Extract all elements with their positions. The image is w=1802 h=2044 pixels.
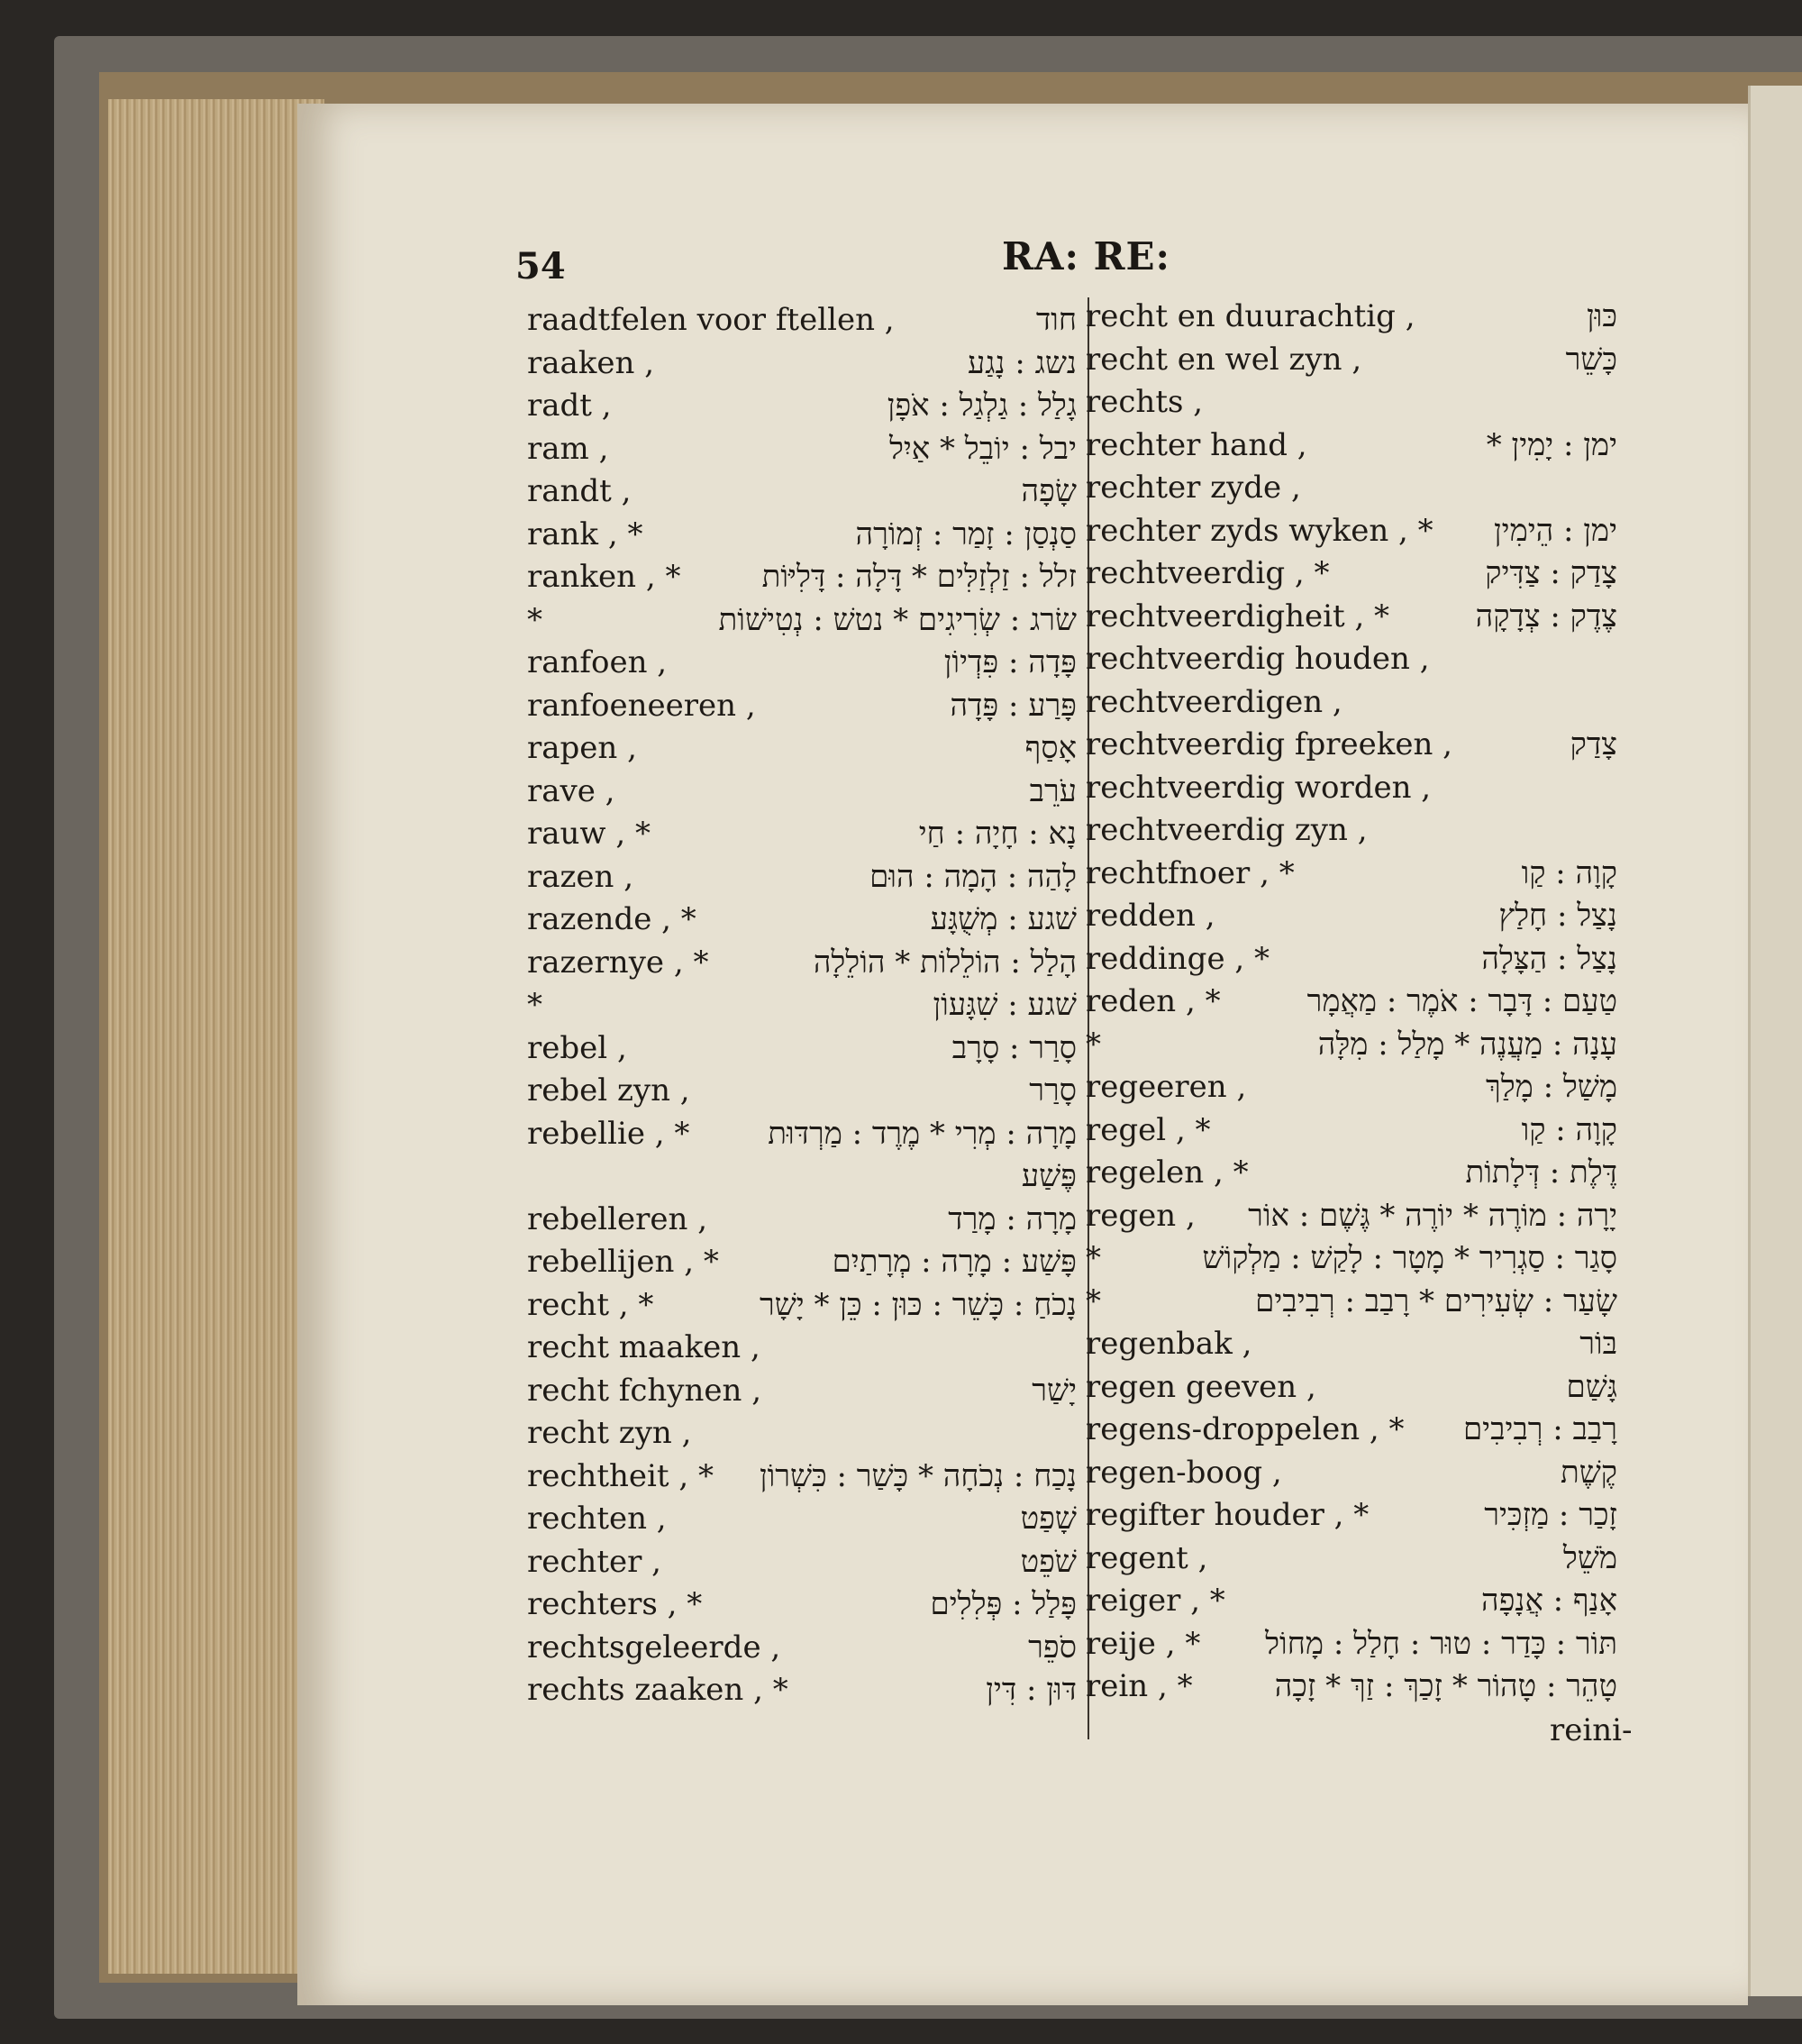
entry-hebrew: בּוֹר bbox=[1579, 1326, 1617, 1362]
entry-hebrew: עֹרֵב bbox=[1029, 772, 1077, 809]
dictionary-entry bbox=[1086, 1281, 1617, 1324]
dictionary-entry bbox=[527, 599, 1077, 643]
entry-headword: razernye , * bbox=[527, 944, 709, 981]
entry-headword: regelen , * bbox=[1086, 1154, 1249, 1191]
entry-headword: regens-droppelen , * bbox=[1086, 1411, 1405, 1447]
dictionary-entry bbox=[1086, 339, 1617, 382]
entry-hebrew: שֹׁפֵט bbox=[1020, 1543, 1077, 1580]
entry-hebrew: צָדַק bbox=[1570, 726, 1617, 762]
dictionary-entry bbox=[527, 514, 1077, 557]
entry-headword: recht en duurachtig , bbox=[1086, 298, 1415, 334]
dictionary-entry bbox=[527, 1583, 1077, 1627]
entry-hebrew: שָׁפַט bbox=[1020, 1501, 1077, 1537]
entry-hebrew: סָרַר bbox=[1029, 1072, 1077, 1109]
dictionary-entry bbox=[527, 1155, 1077, 1199]
entry-headword: regent , bbox=[1086, 1539, 1208, 1576]
entry-hebrew: צָדַק : צַדִּיק bbox=[1485, 555, 1617, 591]
dictionary-entry bbox=[1086, 1665, 1617, 1709]
page-fore-edge bbox=[108, 99, 324, 1974]
entry-headword: rechtveerdig fpreeken , bbox=[1086, 726, 1452, 762]
entry-hebrew: יבל : יוֹבֵל * אַיִל bbox=[888, 430, 1077, 467]
entry-headword: reden , * bbox=[1086, 983, 1221, 1019]
dictionary-entry bbox=[527, 1627, 1077, 1670]
entry-hebrew: מָרָה : מְרִי * מֶרֶד : מַרְדּוּת bbox=[768, 1115, 1077, 1152]
entry-headword: rechtsgeleerde , bbox=[527, 1629, 781, 1665]
entry-hebrew: טָהֵר : טָהוֹר * זָכַךְ : זַךְ * זָכָה bbox=[1274, 1668, 1617, 1704]
entry-headword: regen-boog , bbox=[1086, 1454, 1282, 1491]
dictionary-entry bbox=[527, 470, 1077, 514]
dictionary-entry bbox=[527, 1455, 1077, 1499]
entry-headword: rechtfnoer , * bbox=[1086, 854, 1295, 891]
entry-headword: regenbak , bbox=[1086, 1326, 1252, 1362]
entry-headword: reiger , * bbox=[1086, 1583, 1225, 1619]
dictionary-entry bbox=[527, 1370, 1077, 1413]
dictionary-entry bbox=[527, 727, 1077, 771]
dictionary-entry bbox=[1086, 1237, 1617, 1281]
entry-hebrew: חוד bbox=[1035, 302, 1077, 338]
dictionary-entry bbox=[1086, 1024, 1617, 1067]
dictionary-entry bbox=[527, 299, 1077, 342]
entry-hebrew: מֹשֵׁל bbox=[1562, 1539, 1617, 1576]
dictionary-entry bbox=[1086, 767, 1617, 810]
running-head: RA: RE: bbox=[1002, 234, 1171, 278]
dictionary-entry bbox=[1086, 296, 1617, 339]
dictionary-entry bbox=[1086, 552, 1617, 596]
entry-headword: regel , * bbox=[1086, 1111, 1211, 1148]
entry-hebrew: שָׂפָה bbox=[1021, 473, 1077, 509]
dictionary-entry bbox=[527, 1199, 1077, 1242]
entry-hebrew: נשג : נָגַע bbox=[968, 344, 1077, 381]
entry-hebrew: דֶּלֶת : דְּלָתוֹת bbox=[1465, 1154, 1617, 1191]
entry-hebrew: זלל : זַלְזַלִּים * דָּלָה : דָּלִיּוֹת bbox=[761, 559, 1077, 595]
entry-hebrew: עָנָה : מַעֲנֶה * מָלַל : מִלָּה bbox=[1317, 1026, 1617, 1063]
entry-hebrew: פֶּשַׁע bbox=[1021, 1158, 1077, 1194]
dictionary-entry bbox=[527, 813, 1077, 856]
entry-headword: * bbox=[1086, 1282, 1101, 1319]
entry-headword: rechtveerdigen , bbox=[1086, 683, 1342, 720]
entry-headword: rechter zyde , bbox=[1086, 470, 1301, 506]
entry-hebrew: מָרָה : מָרַד bbox=[948, 1200, 1077, 1237]
entry-hebrew: סָגַר : סַגְרִיר * מָטָר : לָקַשׁ : מַלְקוֹשׁ bbox=[1202, 1240, 1617, 1276]
entry-headword: rechtveerdigheit , * bbox=[1086, 598, 1390, 634]
entry-headword: recht zyn , bbox=[527, 1415, 692, 1451]
entry-hebrew: זָכַר : מַזְכִּיר bbox=[1484, 1497, 1617, 1533]
dictionary-entry bbox=[1086, 938, 1617, 981]
catchword: reini- bbox=[1550, 1712, 1633, 1748]
dictionary-entry bbox=[1086, 1366, 1617, 1410]
entry-headword: rechter , bbox=[527, 1543, 661, 1580]
entry-headword: rauw , * bbox=[527, 816, 651, 852]
entry-hebrew: רָבַב : רְבִיבִים bbox=[1462, 1411, 1617, 1447]
entry-headword: rebel zyn , bbox=[527, 1072, 690, 1109]
dictionary-entry bbox=[1086, 1409, 1617, 1452]
entry-hebrew: טַעַם : דָּבָר : אֹמֶר : מַאֲמָר bbox=[1306, 983, 1617, 1019]
entry-hebrew: ימן : הֵימִין bbox=[1493, 512, 1617, 549]
entry-headword: regen geeven , bbox=[1086, 1368, 1316, 1405]
entry-headword: rebellijen , * bbox=[527, 1244, 719, 1280]
entry-hebrew: קָוָה : קַו bbox=[1521, 1111, 1617, 1148]
dictionary-entry bbox=[527, 1113, 1077, 1156]
entry-hebrew: כּוּן bbox=[1587, 298, 1617, 334]
dictionary-entry bbox=[1086, 1452, 1617, 1495]
entry-headword: rechts , bbox=[1086, 384, 1204, 420]
dictionary-entry bbox=[527, 856, 1077, 899]
dictionary-entry bbox=[527, 942, 1077, 985]
dictionary-entry bbox=[1086, 638, 1617, 681]
dictionary-entry bbox=[527, 428, 1077, 471]
dictionary-entry bbox=[527, 1241, 1077, 1284]
entry-headword: rank , * bbox=[527, 516, 643, 552]
dictionary-entry bbox=[1086, 895, 1617, 938]
entry-hebrew: ימן : יָמִין * bbox=[1486, 426, 1617, 463]
entry-hebrew: לָהַה : הָמָה : הוּם bbox=[869, 858, 1077, 895]
entry-hebrew: פָּלַל : פְּלִלִים bbox=[930, 1586, 1077, 1622]
dictionary-entry bbox=[1086, 510, 1617, 553]
dictionary-entry bbox=[527, 771, 1077, 814]
dictionary-entry bbox=[527, 1541, 1077, 1584]
entry-headword: regen , bbox=[1086, 1197, 1196, 1234]
dictionary-entry bbox=[1086, 424, 1617, 468]
dictionary-entry bbox=[1086, 981, 1617, 1024]
entry-hebrew: מָשַׁל : מָלַךְ bbox=[1486, 1069, 1617, 1105]
entry-hebrew: נָכַח : נְכֹחָה * כָּשַׁר : כִּשְׁרוֹן bbox=[759, 1457, 1077, 1494]
dictionary-entry bbox=[1086, 809, 1617, 853]
entry-hebrew: נָכֹחַ : כָּשֵׁר : כּוּן : כֵּן * יָשָׁר bbox=[760, 1286, 1077, 1323]
entry-hebrew: סַנְסַן : זָמַר : זְמוֹרָה bbox=[855, 516, 1077, 552]
entry-hebrew: תּוֹר : כָּדַר : טוּר : חָלַל : מָחוֹל bbox=[1265, 1625, 1617, 1662]
dictionary-entry bbox=[1086, 1623, 1617, 1666]
entry-hebrew: שָׂעַר : שְׂעִירִים * רָבַב : רְבִיבִים bbox=[1255, 1282, 1617, 1319]
entry-headword: ranken , * bbox=[527, 559, 681, 595]
entry-headword: rein , * bbox=[1086, 1668, 1193, 1704]
entry-hebrew: שׁגע : מְשֻׁגָּע bbox=[930, 901, 1077, 937]
dictionary-entry bbox=[1086, 1494, 1617, 1538]
dictionary-entry bbox=[527, 1498, 1077, 1541]
entry-headword: ranfoen , bbox=[527, 644, 668, 680]
dictionary-entry bbox=[1086, 596, 1617, 639]
entry-headword: recht fchynen , bbox=[527, 1372, 762, 1409]
page-number: 54 bbox=[515, 245, 566, 287]
dictionary-entry bbox=[1086, 853, 1617, 896]
entry-hebrew: פָּדָה : פִּדְיוֹן bbox=[943, 644, 1077, 680]
entry-headword: regeeren , bbox=[1086, 1069, 1247, 1105]
entry-hebrew: קָוָה : קַו bbox=[1521, 854, 1617, 891]
entry-headword: rechtveerdig houden , bbox=[1086, 641, 1430, 677]
entry-hebrew: סָרַר : סָרָב bbox=[951, 1029, 1077, 1066]
dictionary-entry bbox=[527, 1412, 1077, 1455]
dictionary-entry bbox=[527, 1669, 1077, 1712]
dictionary-entry bbox=[1086, 1066, 1617, 1109]
entry-headword: * bbox=[1086, 1240, 1101, 1276]
dictionary-entry bbox=[527, 642, 1077, 685]
entry-hebrew: נָצַל : חָלַץ bbox=[1498, 898, 1617, 934]
entry-headword: raadtfelen voor ftellen , bbox=[527, 302, 895, 338]
entry-hebrew: שׁגע : שִׁגָּעוֹן bbox=[933, 987, 1077, 1023]
right-column bbox=[1086, 296, 1617, 1709]
dictionary-entry bbox=[527, 685, 1077, 728]
dictionary-entry bbox=[527, 1027, 1077, 1071]
entry-hebrew: דּוּן : דִּין bbox=[986, 1672, 1077, 1708]
entry-headword: rechtveerdig zyn , bbox=[1086, 812, 1368, 848]
entry-hebrew: נָא : חָיָה : חַי bbox=[918, 816, 1077, 852]
entry-headword: recht , * bbox=[527, 1286, 654, 1323]
dictionary-entry bbox=[527, 1284, 1077, 1328]
entry-hebrew: גָלַל : גַלְגַל : אֹפָן bbox=[887, 388, 1077, 424]
entry-headword: ranfoeneeren , bbox=[527, 687, 756, 724]
entry-headword: reije , * bbox=[1086, 1625, 1201, 1662]
entry-hebrew: סֹפֵר bbox=[1028, 1629, 1077, 1665]
entry-headword: recht en wel zyn , bbox=[1086, 341, 1362, 378]
entry-headword: rebellie , * bbox=[527, 1115, 690, 1152]
dictionary-entry bbox=[1086, 1580, 1617, 1623]
entry-headword: * bbox=[527, 601, 542, 638]
entry-hebrew: פָּשַׁע : מָרָה : מְרָתַיִם bbox=[832, 1244, 1077, 1280]
entry-hebrew: קֶשֶׁת bbox=[1560, 1454, 1617, 1491]
entry-headword: * bbox=[1086, 1026, 1101, 1063]
entry-headword: rapen , bbox=[527, 730, 637, 766]
entry-headword: razen , bbox=[527, 858, 634, 895]
entry-headword: raaken , bbox=[527, 344, 655, 381]
entry-headword: razende , * bbox=[527, 901, 696, 937]
dictionary-entry bbox=[527, 1327, 1077, 1370]
dictionary-entry bbox=[1086, 1323, 1617, 1366]
dictionary-entry bbox=[527, 1070, 1077, 1113]
left-column bbox=[527, 299, 1077, 1712]
dictionary-entry bbox=[1086, 467, 1617, 510]
dictionary-entry bbox=[1086, 1195, 1617, 1238]
entry-headword: rechter hand , bbox=[1086, 426, 1307, 463]
entry-headword: rechtveerdig worden , bbox=[1086, 769, 1432, 806]
entry-hebrew: נָצַל : הַצָּלָה bbox=[1481, 940, 1617, 977]
dictionary-entry bbox=[1086, 1538, 1617, 1581]
dictionary-entry bbox=[527, 899, 1077, 942]
dictionary-entry bbox=[1086, 381, 1617, 424]
entry-headword: rave , bbox=[527, 772, 615, 809]
entry-headword: radt , bbox=[527, 388, 612, 424]
dictionary-entry bbox=[527, 342, 1077, 386]
entry-hebrew: הָלַל : הוֹלֵלוֹת * הוֹלֵלָה bbox=[813, 944, 1077, 981]
dictionary-entry bbox=[1086, 1109, 1617, 1153]
entry-headword: redden , bbox=[1086, 898, 1215, 934]
entry-headword: reddinge , * bbox=[1086, 940, 1270, 977]
entry-hebrew: יָרָה : מוֹרֶה * יוֹרֶה * גֶּשֶׁם : אוֹר bbox=[1248, 1197, 1617, 1234]
entry-hebrew: אָנַף : אֲנָפָה bbox=[1481, 1583, 1617, 1619]
dictionary-entry bbox=[527, 984, 1077, 1027]
entry-headword: randt , bbox=[527, 473, 632, 509]
next-page-edge bbox=[1748, 86, 1802, 1996]
entry-hebrew: פָּרַע : פָּדָה bbox=[950, 687, 1077, 724]
entry-headword: rebelleren , bbox=[527, 1200, 708, 1237]
entry-hebrew: צֶדֶק : צְדָקָה bbox=[1475, 598, 1617, 634]
entry-headword: rechtveerdig , * bbox=[1086, 555, 1330, 591]
dictionary-entry bbox=[1086, 681, 1617, 725]
dictionary-entry bbox=[527, 385, 1077, 428]
entry-headword: recht maaken , bbox=[527, 1329, 760, 1365]
entry-hebrew: כָּשֵׁר bbox=[1565, 341, 1617, 378]
entry-headword: rebel , bbox=[527, 1029, 627, 1066]
entry-hebrew: שׂרג : שְׂרִיגִים * נטשׁ : נְטִישׁוֹת bbox=[718, 601, 1077, 638]
dictionary-entry bbox=[1086, 1152, 1617, 1195]
entry-headword: rechters , * bbox=[527, 1586, 703, 1622]
entry-hebrew: גָּשַׁם bbox=[1566, 1368, 1617, 1405]
entry-hebrew: אָסַף bbox=[1024, 730, 1077, 766]
entry-headword: * bbox=[527, 987, 542, 1023]
dictionary-entry bbox=[527, 556, 1077, 599]
entry-headword: rechten , bbox=[527, 1501, 667, 1537]
entry-headword: rechtheit , * bbox=[527, 1457, 714, 1494]
dictionary-entry bbox=[1086, 724, 1617, 767]
entry-headword: rechter zyds wyken , * bbox=[1086, 512, 1433, 549]
entry-headword: ram , bbox=[527, 430, 609, 467]
entry-headword: regifter houder , * bbox=[1086, 1497, 1370, 1533]
entry-hebrew: יָשַׁר bbox=[1032, 1372, 1077, 1409]
entry-headword: rechts zaaken , * bbox=[527, 1672, 788, 1708]
